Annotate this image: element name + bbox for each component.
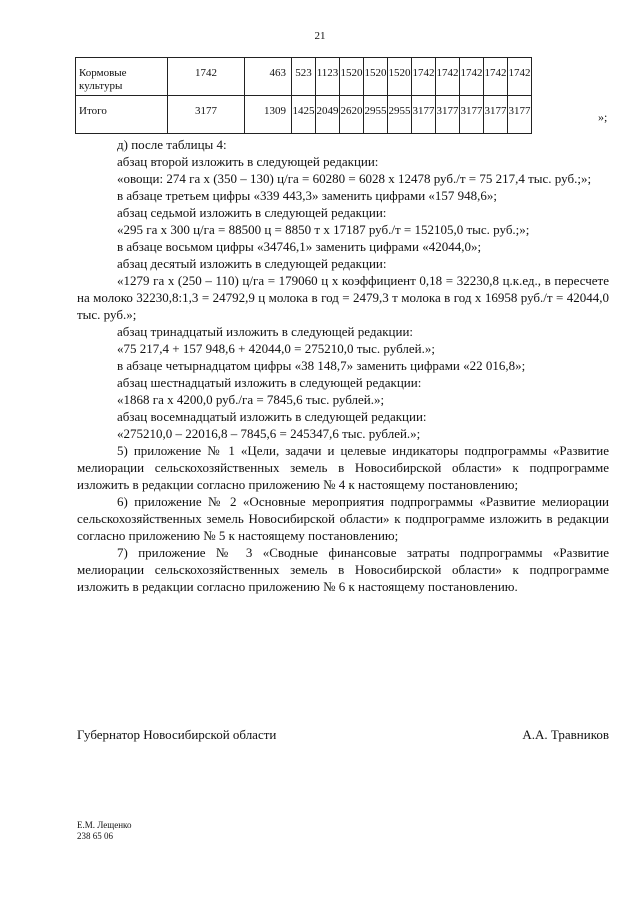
table-cell: 1520 bbox=[364, 58, 388, 96]
text-paragraph: абзац второй изложить в следующей редакции: bbox=[117, 154, 379, 169]
table-cell: 3177 bbox=[168, 96, 245, 134]
row-name-cell: Кормовые культуры bbox=[76, 58, 168, 96]
table-cell: 1742 bbox=[508, 58, 532, 96]
text-paragraph: «75 217,4 + 157 948,6 + 42044,0 = 275210,0 тыс. рублей.»; bbox=[117, 341, 435, 356]
table-cell: 3177 bbox=[412, 96, 436, 134]
executor-phone: 238 65 06 bbox=[77, 831, 113, 841]
table-row bbox=[76, 58, 532, 96]
text-paragraph: 6) приложение № 2 «Основные мероприятия подпрограммы «Развитие мелиорации сельскохозяйственных земель Новосибирской области» к подпрограмме изложить в редакции согласно приложению № 5 к настоящему постановлению; bbox=[77, 494, 609, 543]
table-cell: 1309 bbox=[245, 96, 292, 134]
text-paragraph: «1279 га х (250 – 110) ц/га = 179060 ц х коэффициент 0,18 = 32230,8 ц.к.ед., в пересчете на молоко 32230,8:1,3 = 24792,9 ц молока в год = 2479,3 т молока в год х 16958 руб./т = 42044,0 тыс. руб.»; bbox=[77, 273, 609, 322]
text-paragraph: абзац шестнадцатый изложить в следующей редакции: bbox=[117, 375, 422, 390]
signatory-name: А.А. Травников bbox=[522, 727, 609, 742]
table-cell: 1425 bbox=[292, 96, 316, 134]
executor-name: Е.М. Лещенко bbox=[77, 820, 132, 830]
table-body bbox=[76, 58, 532, 134]
text-paragraph: «1868 га х 4200,0 руб./га = 7845,6 тыс. рублей.»; bbox=[117, 392, 385, 407]
text-paragraph: абзац седьмой изложить в следующей редакции: bbox=[117, 205, 387, 220]
signatory-position: Губернатор Новосибирской области bbox=[77, 727, 277, 742]
table-cell: 2620 bbox=[340, 96, 364, 134]
text-paragraph: «овощи: 274 га х (350 – 130) ц/га = 60280 = 6028 х 12478 руб./т = 75 217,4 тыс. руб.;»; bbox=[117, 171, 592, 186]
text-paragraph: «295 га х 300 ц/га = 88500 ц = 8850 т х 17187 руб./т = 152105,0 тыс. руб.;»; bbox=[117, 222, 530, 237]
table-cell: 1742 bbox=[436, 58, 460, 96]
table-cell: 3177 bbox=[460, 96, 484, 134]
text-paragraph: в абзаце восьмом цифры «34746,1» заменить цифрами «42044,0»; bbox=[117, 239, 482, 254]
executor-info bbox=[77, 820, 131, 842]
table-cell: 1520 bbox=[388, 58, 412, 96]
text-paragraph: абзац восемнадцатый изложить в следующей редакции: bbox=[117, 409, 427, 424]
signature-block bbox=[77, 727, 609, 743]
table-cell: 3177 bbox=[508, 96, 532, 134]
table-cell: 3177 bbox=[484, 96, 508, 134]
table-cell: 2049 bbox=[316, 96, 340, 134]
text-paragraph: в абзаце третьем цифры «339 443,3» заменить цифрами «157 948,6»; bbox=[117, 188, 498, 203]
text-paragraph: в абзаце четырнадцатом цифры «38 148,7» заменить цифрами «22 016,8»; bbox=[117, 358, 526, 373]
amendment-text bbox=[77, 136, 609, 595]
table-cell: 1123 bbox=[316, 58, 340, 96]
table-cell: 2955 bbox=[388, 96, 412, 134]
table-cell: 463 bbox=[245, 58, 292, 96]
text-paragraph: «275210,0 – 22016,8 – 7845,6 = 245347,6 тыс. рублей.»; bbox=[117, 426, 421, 441]
row-name-cell: Итого bbox=[76, 96, 168, 134]
table-cell: 2955 bbox=[364, 96, 388, 134]
table-cell: 523 bbox=[292, 58, 316, 96]
text-paragraph: 7) приложение № 3 «Сводные финансовые затраты подпрограммы «Развитие мелиорации сельскохозяйственных земель в Новосибирской области» к подпрограмме изложить в редакции согласно приложению № 6 к настоящему постановлению. bbox=[77, 545, 609, 594]
crop-table bbox=[75, 57, 532, 134]
page-number: 21 bbox=[314, 30, 326, 42]
text-paragraph: 5) приложение № 1 «Цели, задачи и целевые индикаторы подпрограммы «Развитие мелиорации сельскохозяйственных земель в Новосибирской области» к подпрограмме изложить в редакции согласно приложению № 4 к настоящему постановлению; bbox=[77, 443, 609, 492]
text-paragraph: абзац тринадцатый изложить в следующей редакции: bbox=[117, 324, 414, 339]
table-cell: 1742 bbox=[460, 58, 484, 96]
table-cell: 1742 bbox=[412, 58, 436, 96]
table-row bbox=[76, 96, 532, 134]
text-paragraph: д) после таблицы 4: bbox=[117, 137, 227, 152]
table-cell: 1520 bbox=[340, 58, 364, 96]
table-cell: 1742 bbox=[484, 58, 508, 96]
text-paragraph: абзац десятый изложить в следующей редакции: bbox=[117, 256, 387, 271]
table-cell: 1742 bbox=[168, 58, 245, 96]
table-closing-quote: »; bbox=[598, 110, 608, 124]
table-cell: 3177 bbox=[436, 96, 460, 134]
